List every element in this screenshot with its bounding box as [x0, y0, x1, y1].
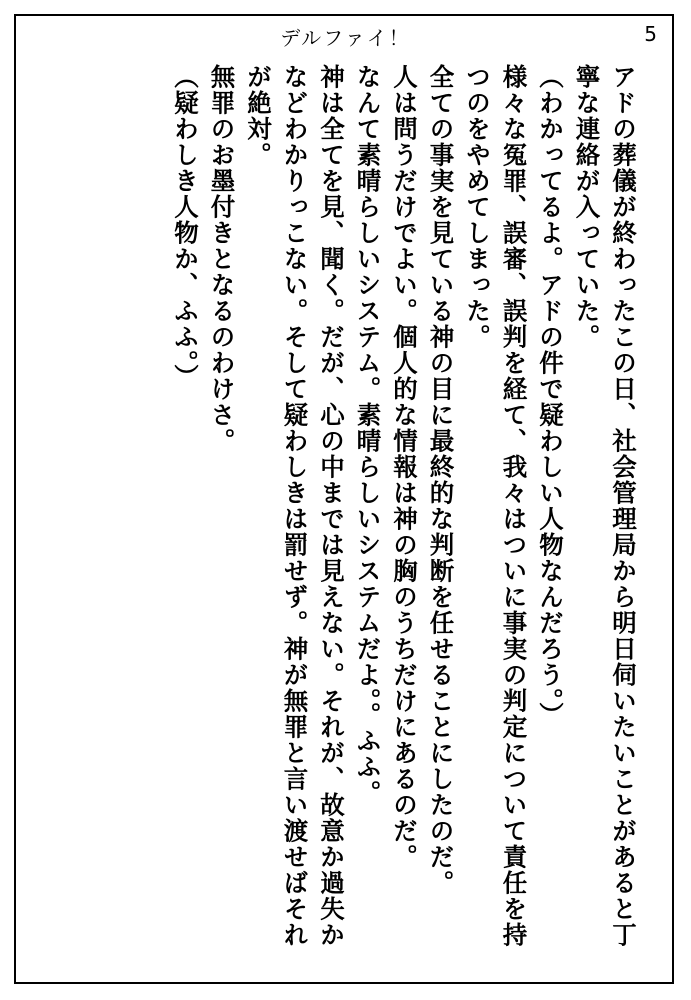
paragraph: 神は全てを見、聞く。だが、心の中までは見えない。それが、故意か過失かなどわかりっこない。そして疑わしきは罰せず。神が無罪と言い渡せばそれが絶対。	[244, 64, 346, 948]
paragraph: （疑わしき人物か、ふふ。）	[171, 64, 200, 390]
paragraph: 様々な冤罪、誤審、誤判を経て、我々はついに事実の判定について責任を持つのをやめてしまった。	[463, 64, 529, 948]
paragraph: なんて素晴らしいシステム。素晴らしいシステムだよ。。ふふ。	[353, 64, 383, 806]
vertical-body-text	[171, 64, 641, 964]
page-number: 5	[644, 22, 657, 46]
paragraph: 全ての事実を見ている神の目に最終的な判断を任せることにしたのだ。	[426, 64, 456, 896]
page-title: デルファイ！	[280, 26, 411, 50]
paragraph: 無罪のお墨付きとなるのわけさ。	[207, 64, 237, 454]
paragraph: （わかってるよ。アドの件で疑わしい人物なんだろう。）	[536, 64, 565, 728]
paragraph: アドの葬儀が終わったこの日、社会管理局から明日伺いたいことがあると丁寧な連絡が入っていた。	[572, 64, 638, 948]
paragraph: 人は問うだけでよい。個人的な情報は神の胸のうちだけにあるのだ。	[390, 64, 419, 870]
